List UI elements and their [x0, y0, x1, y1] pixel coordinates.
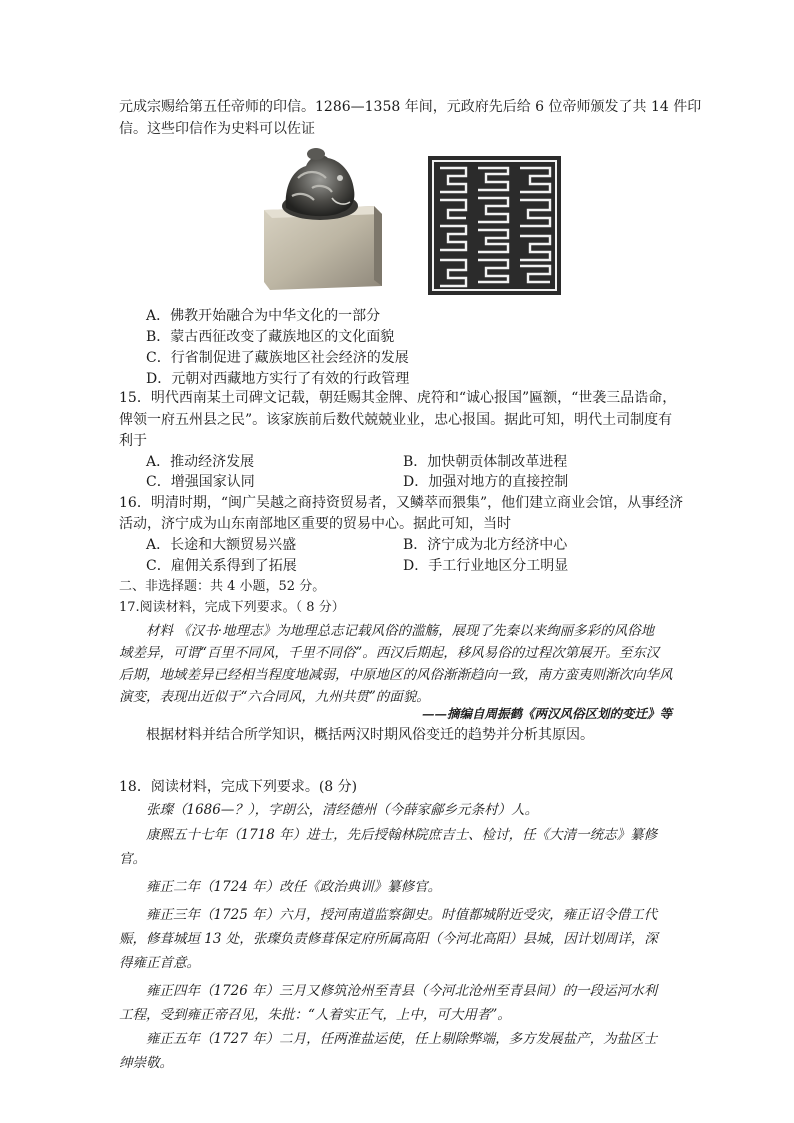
q18-para-5: 雍正四年（1726 年）三月又修筑沧州至青县（今河北沧州至青县间）的一段运河水利 [146, 983, 658, 999]
q18-para-4-cont-2: 得雍正首意。 [119, 955, 200, 971]
q18-para-3: 雍正二年（1724 年）改任《政治典训》纂修官。 [146, 879, 442, 895]
q15-option-c: C．增强国家认同 [146, 474, 255, 490]
q15-option-d: D．加强对地方的直接控制 [403, 474, 569, 490]
q17-source: ——摘编自周振鹤《两汉风俗区划的变迁》等 [421, 706, 672, 721]
intro-line-2: 信。这些印信作为史料可以佐证 [119, 121, 315, 137]
q18-para-4: 雍正三年（1725 年）六月，授河南道监察御史。时值都城附近受灾，雍正诏令借工代 [146, 907, 658, 923]
q16-option-d: D．手工行业地区分工明显 [403, 558, 569, 574]
q15-line-2: 俾领一府五州县之民”。该家族前后数代兢兢业业，忠心报国。据此可知，明代土司制度有 [119, 412, 673, 428]
q18-title: 18．阅读材料，完成下列要求。(8 分) [119, 779, 358, 795]
section-2-heading: 二、非选择题：共 4 小题，52 分。 [119, 579, 326, 594]
q15-line-3: 利于 [119, 433, 147, 449]
q17-question: 根据材料并结合所学知识，概括两汉时期风俗变迁的趋势并分析其原因。 [146, 727, 594, 743]
q14-option-b: B．蒙古西征改变了藏族地区的文化面貌 [146, 329, 395, 345]
q18-para-1: 张璨（1686—？），字朗公，清经德州（今薛家鄃乡元条村）人。 [146, 802, 539, 818]
q16-option-a: A．长途和大额贸易兴盛 [146, 537, 297, 553]
q18-para-6: 雍正五年（1727 年）二月，任两淮盐运使，任上剔除弊端，多方发展盐产，为盐区士 [146, 1031, 658, 1047]
q17-material-line-3: 后期，地域差异已经相当程度地减弱，中原地区的风俗渐渐趋向一致，南方蛮夷则渐次向华风 [119, 667, 673, 683]
seal-photo-image [262, 148, 384, 292]
q14-option-a: A．佛教开始融合为中华文化的一部分 [146, 308, 381, 324]
q16-option-c: C．雇佣关系得到了拓展 [146, 558, 297, 574]
q18-para-5-cont: 工程，受到雍正帝召见，朱批：“人着实正气，上中，可大用者”。 [119, 1007, 511, 1023]
q17-title: 17.阅读材料，完成下列要求。（ 8 分） [119, 600, 345, 615]
q14-option-c: C．行省制促进了藏族地区社会经济的发展 [146, 350, 409, 366]
q15-option-b: B．加快朝贡体制改革进程 [403, 454, 568, 470]
q16-line-2: 活动，济宁成为山东南部地区重要的贸易中心。据此可知，当时 [119, 516, 511, 532]
intro-line-1: 元成宗赐给第五任帝师的印信。1286—1358 年间，元政府先后给 6 位帝师颁发了共 14 件印 [119, 99, 702, 115]
q17-material-line-4: 演变，表现出近似于“六合同风，九州共贯”的面貌。 [119, 689, 430, 705]
q18-para-2-cont: 官。 [119, 851, 146, 867]
seal-stamp-image [428, 156, 561, 295]
q15-option-a: A．推动经济发展 [146, 454, 255, 470]
q17-material-line-1: 材料 《汉书·地理志》为地理总志记载风俗的滥觞，展现了先秦以来绚丽多彩的风俗地 [146, 623, 655, 639]
q14-option-d: D．元朝对西藏地方实行了有效的行政管理 [146, 371, 410, 387]
q16-option-b: B．济宁成为北方经济中心 [403, 537, 568, 553]
q17-material-line-2: 域差异，可谓“百里不同风，千里不同俗”。西汉后期起，移风易俗的过程次第展开。至东汉 [119, 645, 660, 661]
q15-line-1: 15．明代西南某土司碑文记载，朝廷赐其金牌、虎符和“诚心报国”匾额，“世袭三品诰命， [119, 390, 677, 406]
q18-para-4-cont-1: 赈，修葺城垣 13 处，张璨负责修葺保定府所属高阳（今河北高阳）县城，因计划周详，深 [119, 931, 658, 947]
q18-para-2: 康熙五十七年（1718 年）进士，先后授翰林院庶吉士、检讨，任《大清一统志》纂修 [146, 827, 658, 843]
q18-para-6-cont: 绅崇敬。 [119, 1055, 173, 1071]
q16-line-1: 16．明清时期，“闽广吴越之商持资贸易者，又鳞萃而猥集”，他们建立商业会馆，从事经济 [119, 495, 684, 511]
